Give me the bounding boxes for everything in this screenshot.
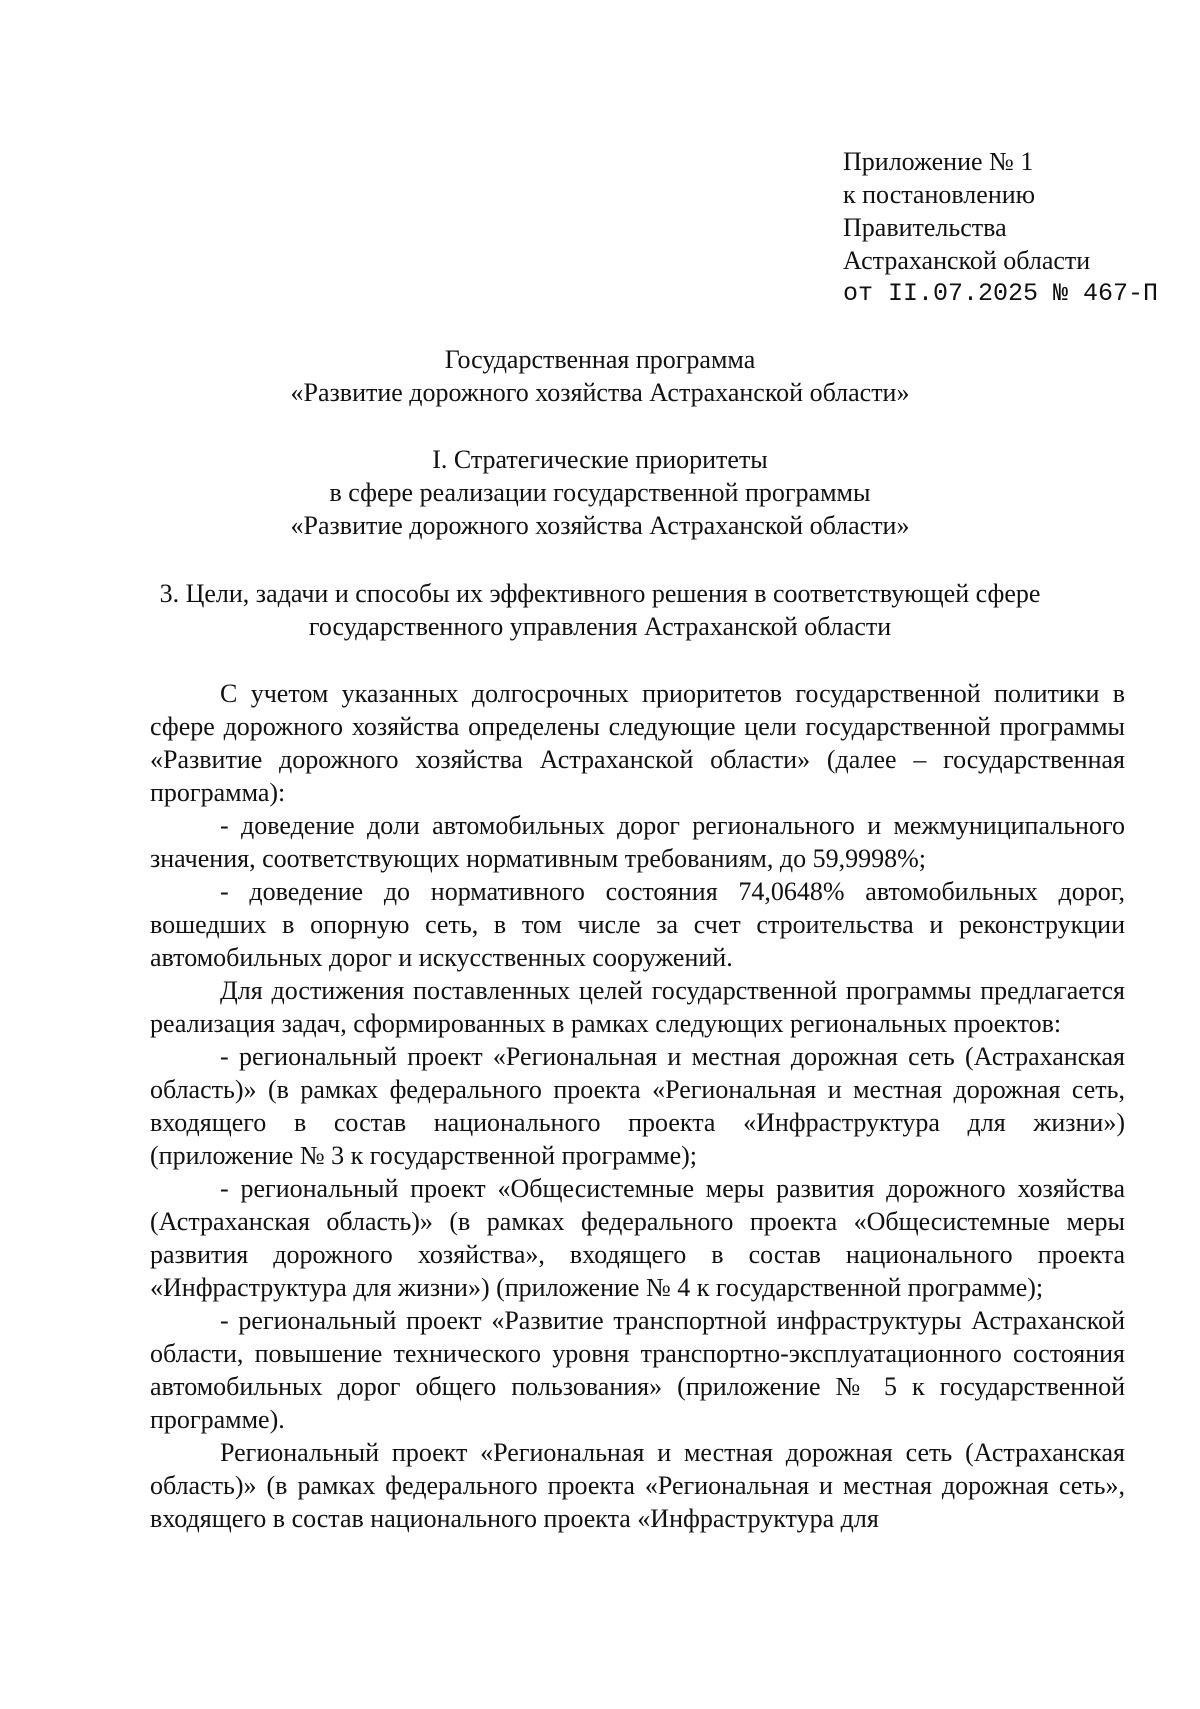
program-title bbox=[150, 343, 1050, 409]
paragraph: Для достижения поставленных целей государственной программы предлагается реализация задач, сформированных в рамках следующих региональных проектов: bbox=[150, 976, 1125, 1038]
attachment-line: Астраханской области bbox=[843, 246, 1091, 275]
attachment-line: Правительства bbox=[843, 213, 1007, 242]
program-title-line: Государственная программа bbox=[444, 345, 756, 374]
subsection-title bbox=[150, 577, 1050, 643]
section-title-line: в сфере реализации государственной программы bbox=[329, 478, 871, 507]
subsection-title-line: 3. Цели, задачи и способы их эффективного решения в соответствующей сфере bbox=[159, 579, 1041, 608]
program-title-line: «Развитие дорожного хозяйства Астраханской области» bbox=[290, 378, 910, 407]
list-item: - доведение доли автомобильных дорог регионального и межмуниципального значения, соответствующих нормативным требованиям, до 59,9998%; bbox=[150, 811, 1125, 873]
attachment-header bbox=[843, 145, 1158, 310]
list-item: - региональный проект «Развитие транспортной инфраструктуры Астраханской области, повышение технического уровня транспортно-эксплуатационного состояния автомобильных дорог общего пользования» (приложение № 5 к государственной программе). bbox=[150, 1306, 1125, 1434]
attachment-line: к постановлению bbox=[843, 180, 1036, 209]
section-title-line: «Развитие дорожного хозяйства Астраханской области» bbox=[290, 511, 910, 540]
section-title bbox=[150, 443, 1050, 542]
paragraph: С учетом указанных долгосрочных приоритетов государственной политики в сфере дорожного хозяйства определены следующие цели государственной программы «Развитие дорожного хозяйства Астраханской области» (далее – государственная программа): bbox=[150, 679, 1125, 807]
body-text bbox=[150, 677, 1125, 1535]
paragraph: Региональный проект «Региональная и местная дорожная сеть (Астраханская область)» (в рамках федерального проекта «Региональная и местная дорожная сеть», входящего в состав национального проекта «Инфраструктура для bbox=[150, 1438, 1125, 1533]
subsection-title-line: государственного управления Астраханской области bbox=[308, 612, 892, 641]
list-item: - доведение до нормативного состояния 74,0648% автомобильных дорог, вошедших в опорную сеть, в том числе за счет строительства и реконструкции автомобильных дорог и искусственных сооружений. bbox=[150, 877, 1125, 972]
list-item: - региональный проект «Общесистемные меры развития дорожного хозяйства (Астраханская область)» (в рамках федерального проекта «Общесистемные меры развития дорожного хозяйства», входящего в состав национального проекта «Инфраструктура для жизни») (приложение № 4 к государственной программе); bbox=[150, 1174, 1125, 1302]
attachment-date-number: от II.07.2025 № 467-П bbox=[843, 279, 1159, 308]
attachment-line: Приложение № 1 bbox=[843, 147, 1034, 176]
section-title-line: I. Стратегические приоритеты bbox=[432, 445, 768, 474]
list-item: - региональный проект «Региональная и местная дорожная сеть (Астраханская область)» (в рамках федерального проекта «Региональная и местная дорожная сеть, входящего в состав национального проекта «Инфраструктура для жизни») (приложение № 3 к государственной программе); bbox=[150, 1042, 1125, 1170]
